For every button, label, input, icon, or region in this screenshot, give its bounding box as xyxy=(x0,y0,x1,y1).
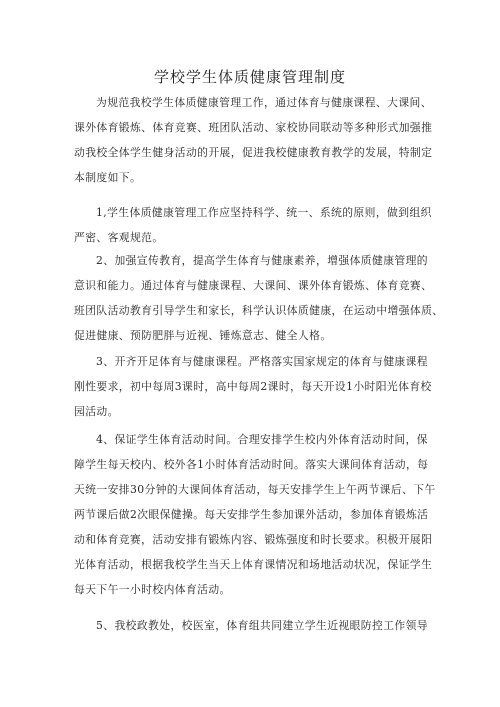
paragraph-line: 动和体育竞赛，活动安排有锻炼内容、锻炼强度和时长要求。积极开展阳 xyxy=(74,533,433,546)
document-title: 学校学生体质健康管理制度 xyxy=(153,68,346,86)
paragraph-line: 每天下午一小时校内体育活动。 xyxy=(74,583,231,596)
paragraph-line: 4、保证学生体育活动时间。合理安排学生校内外体育活动时间，保 xyxy=(96,433,428,446)
paragraph-line: 两节课后做2次眼保健操。每天安排学生参加课外活动，参加体育锻炼活 xyxy=(74,508,429,521)
paragraph-line: 严密、客观规范。 xyxy=(74,231,164,244)
paragraph-line: 1,学生体质健康管理工作应坚持科学、统一、系统的原则，做到组织 xyxy=(96,206,432,219)
paragraph-line: 为规范我校学生体质健康管理工作，通过体育与健康课程、大课间、 xyxy=(96,96,432,109)
paragraph-item-1 xyxy=(74,200,439,250)
paragraph-line: 刚性要求，初中每周3课时，高中每周2课时，每天开设1小时阳光体育校 xyxy=(74,380,432,393)
paragraph-line: 3、开齐开足体育与健康课程。严格落实国家规定的体育与健康课程 xyxy=(96,355,428,368)
paragraph-line: 促进健康、预防肥胖与近视、锤炼意志、健全人格。 xyxy=(74,329,332,342)
paragraph-item-4 xyxy=(74,427,439,602)
paragraph-line: 动我校全体学生健身活动的开展，促进我校健康教育教学的发展，特制定 xyxy=(74,146,433,159)
paragraph-line: 2、加强宣传教育，提高学生体育与健康素养，增强体质健康管理的 xyxy=(96,254,428,267)
paragraph-line: 5、我校政教处，校医室，体育组共同建立学生近视眼防控工作领导 xyxy=(96,619,428,632)
paragraph-line: 课外体育锻炼、体育竞赛、班团队活动、家校协同联动等多种形式加强推 xyxy=(74,121,433,134)
paragraph-item-5 xyxy=(74,613,439,638)
paragraph-line: 本制度如下。 xyxy=(74,171,142,184)
paragraph-line: 意识和能力。通过体育与健康课程、大课间、课外体育锻炼、体育竞赛、 xyxy=(74,279,433,292)
paragraph-item-2 xyxy=(74,248,444,348)
paragraph-line: 园活动。 xyxy=(74,405,119,418)
paragraph-line: 障学生每天校内、校外各1小时体育活动时间。落实大课间体育活动，每 xyxy=(74,458,429,471)
paragraph-line: 班团队活动教育引导学生和家长，科学认识体质健康，在运动中增强体质、 xyxy=(74,304,444,317)
paragraph-line: 光体育活动，根据我校学生当天上体育课情况和场地活动状况，保证学生 xyxy=(74,558,433,571)
paragraph-line: 天统一安排30分钟的大课间体育活动，每天安排学生上午两节课后、下午 xyxy=(74,483,436,496)
paragraph-item-3 xyxy=(74,349,439,424)
paragraph-intro xyxy=(74,90,439,190)
